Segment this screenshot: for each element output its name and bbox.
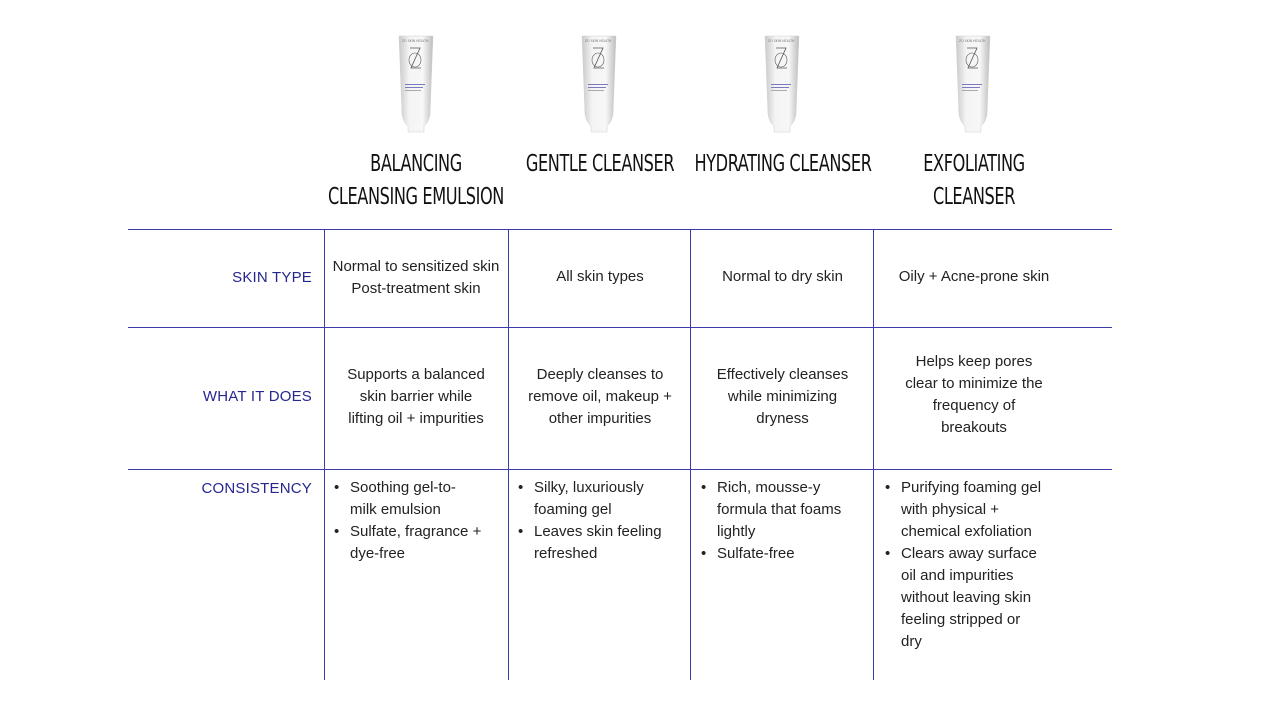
product-tube-image bbox=[762, 34, 802, 134]
product-name bbox=[884, 148, 1065, 214]
svg-text:ZO SKIN HEALTH: ZO SKIN HEALTH bbox=[768, 39, 795, 43]
cell-text: • Sulfate, fragrance + bbox=[350, 523, 482, 540]
cell-text: refreshed bbox=[534, 545, 598, 562]
cell-text: other impurities bbox=[548, 410, 652, 427]
cell-text: Normal to sensitized skin bbox=[332, 258, 500, 275]
cell-text: breakouts bbox=[941, 419, 1007, 436]
bullet-list bbox=[885, 477, 1065, 653]
bullet-item bbox=[518, 477, 688, 521]
bullet-item bbox=[334, 477, 504, 521]
bullet-item bbox=[701, 543, 871, 565]
what-it-does-cell bbox=[692, 364, 873, 430]
bullet-item bbox=[885, 477, 1065, 543]
skin-type-cell bbox=[510, 266, 690, 288]
product-tube-image bbox=[953, 34, 993, 134]
skin-type-cell bbox=[326, 256, 506, 300]
cell-text: lightly bbox=[717, 523, 756, 540]
cell-text: skin barrier while bbox=[359, 388, 473, 405]
tube-icon bbox=[396, 34, 436, 134]
bullet-item bbox=[518, 521, 688, 565]
cell-text: Deeply cleanses to bbox=[536, 366, 664, 383]
cell-text: • Clears away surface bbox=[901, 545, 1037, 562]
cell-text: dryness bbox=[756, 410, 809, 427]
bullet-item bbox=[701, 477, 871, 543]
column-divider bbox=[324, 230, 325, 680]
bullet-list bbox=[334, 477, 504, 565]
column-divider bbox=[690, 230, 691, 680]
cell-text: milk emulsion bbox=[350, 501, 441, 518]
cell-text: oil and impurities bbox=[901, 567, 1014, 584]
svg-text:ZO SKIN HEALTH: ZO SKIN HEALTH bbox=[959, 39, 986, 43]
cell-text: remove oil, makeup + bbox=[528, 388, 672, 405]
product-name bbox=[692, 148, 875, 181]
bullet-item bbox=[334, 521, 504, 565]
consistency-cell bbox=[885, 477, 1065, 653]
cell-text: frequency of bbox=[932, 397, 1016, 414]
skin-type-cell bbox=[692, 266, 873, 288]
row-divider bbox=[128, 327, 1112, 328]
row-label-consistency: CONSISTENCY bbox=[201, 480, 312, 497]
bullet-list bbox=[701, 477, 871, 565]
consistency-cell bbox=[701, 477, 871, 565]
row-label-skin-type: SKIN TYPE bbox=[232, 269, 312, 286]
cell-text: • Leaves skin feeling bbox=[534, 523, 662, 540]
skin-type-cell bbox=[875, 266, 1073, 288]
row-divider bbox=[128, 229, 1112, 230]
tube-icon bbox=[762, 34, 802, 134]
product-tube-image bbox=[579, 34, 619, 134]
what-it-does-cell bbox=[326, 364, 506, 430]
product-name-line: EXFOLIATING bbox=[923, 151, 1025, 177]
cell-text: with physical + bbox=[901, 501, 999, 518]
consistency-cell bbox=[518, 477, 688, 565]
what-it-does-cell bbox=[510, 364, 690, 430]
column-divider bbox=[873, 230, 874, 680]
cell-text: • Rich, mousse-y bbox=[717, 479, 821, 496]
product-name bbox=[510, 148, 691, 181]
cell-text: while minimizing bbox=[727, 388, 838, 405]
column-divider bbox=[508, 230, 509, 680]
cell-text: Post-treatment skin bbox=[351, 280, 481, 297]
cell-text: formula that foams bbox=[717, 501, 842, 518]
product-name-line: HYDRATING CLEANSER bbox=[694, 151, 872, 177]
product-name-line: CLEANSING EMULSION bbox=[328, 184, 504, 210]
svg-text:ZO SKIN HEALTH: ZO SKIN HEALTH bbox=[585, 39, 612, 43]
cell-text: dry bbox=[901, 633, 922, 650]
product-name-line: CLEANSER bbox=[932, 184, 1016, 210]
tube-icon bbox=[579, 34, 619, 134]
product-name bbox=[326, 148, 507, 214]
cell-text: • Silky, luxuriously bbox=[534, 479, 644, 496]
cell-text: All skin types bbox=[556, 268, 644, 285]
bullet-list bbox=[518, 477, 688, 565]
cell-text: clear to minimize the bbox=[905, 375, 1043, 392]
cell-text: • Sulfate-free bbox=[717, 545, 795, 562]
cell-text: Supports a balanced bbox=[347, 366, 485, 383]
cell-text: • Purifying foaming gel bbox=[901, 479, 1042, 496]
consistency-cell bbox=[334, 477, 504, 565]
cell-text: without leaving skin bbox=[901, 589, 1032, 606]
what-it-does-cell bbox=[875, 351, 1073, 439]
cell-text: Normal to dry skin bbox=[722, 268, 843, 285]
cell-text: chemical exfoliation bbox=[901, 523, 1032, 540]
row-divider bbox=[128, 469, 1112, 470]
product-name-line: GENTLE CLEANSER bbox=[525, 151, 675, 177]
cell-text: foaming gel bbox=[534, 501, 612, 518]
tube-icon bbox=[953, 34, 993, 134]
row-label-what-it-does: WHAT IT DOES bbox=[202, 388, 312, 405]
product-tube-image bbox=[396, 34, 436, 134]
cell-text: Helps keep pores bbox=[915, 353, 1033, 370]
bullet-item bbox=[885, 543, 1065, 653]
cell-text: Effectively cleanses bbox=[716, 366, 849, 383]
product-name-line: BALANCING bbox=[370, 151, 462, 177]
cell-text: lifting oil + impurities bbox=[348, 410, 484, 427]
cell-text: Oily + Acne-prone skin bbox=[898, 268, 1050, 285]
cell-text: feeling stripped or bbox=[901, 611, 1021, 628]
cell-text: dye-free bbox=[350, 545, 406, 562]
cell-text: • Soothing gel-to- bbox=[350, 479, 456, 496]
svg-text:ZO SKIN HEALTH: ZO SKIN HEALTH bbox=[402, 39, 429, 43]
